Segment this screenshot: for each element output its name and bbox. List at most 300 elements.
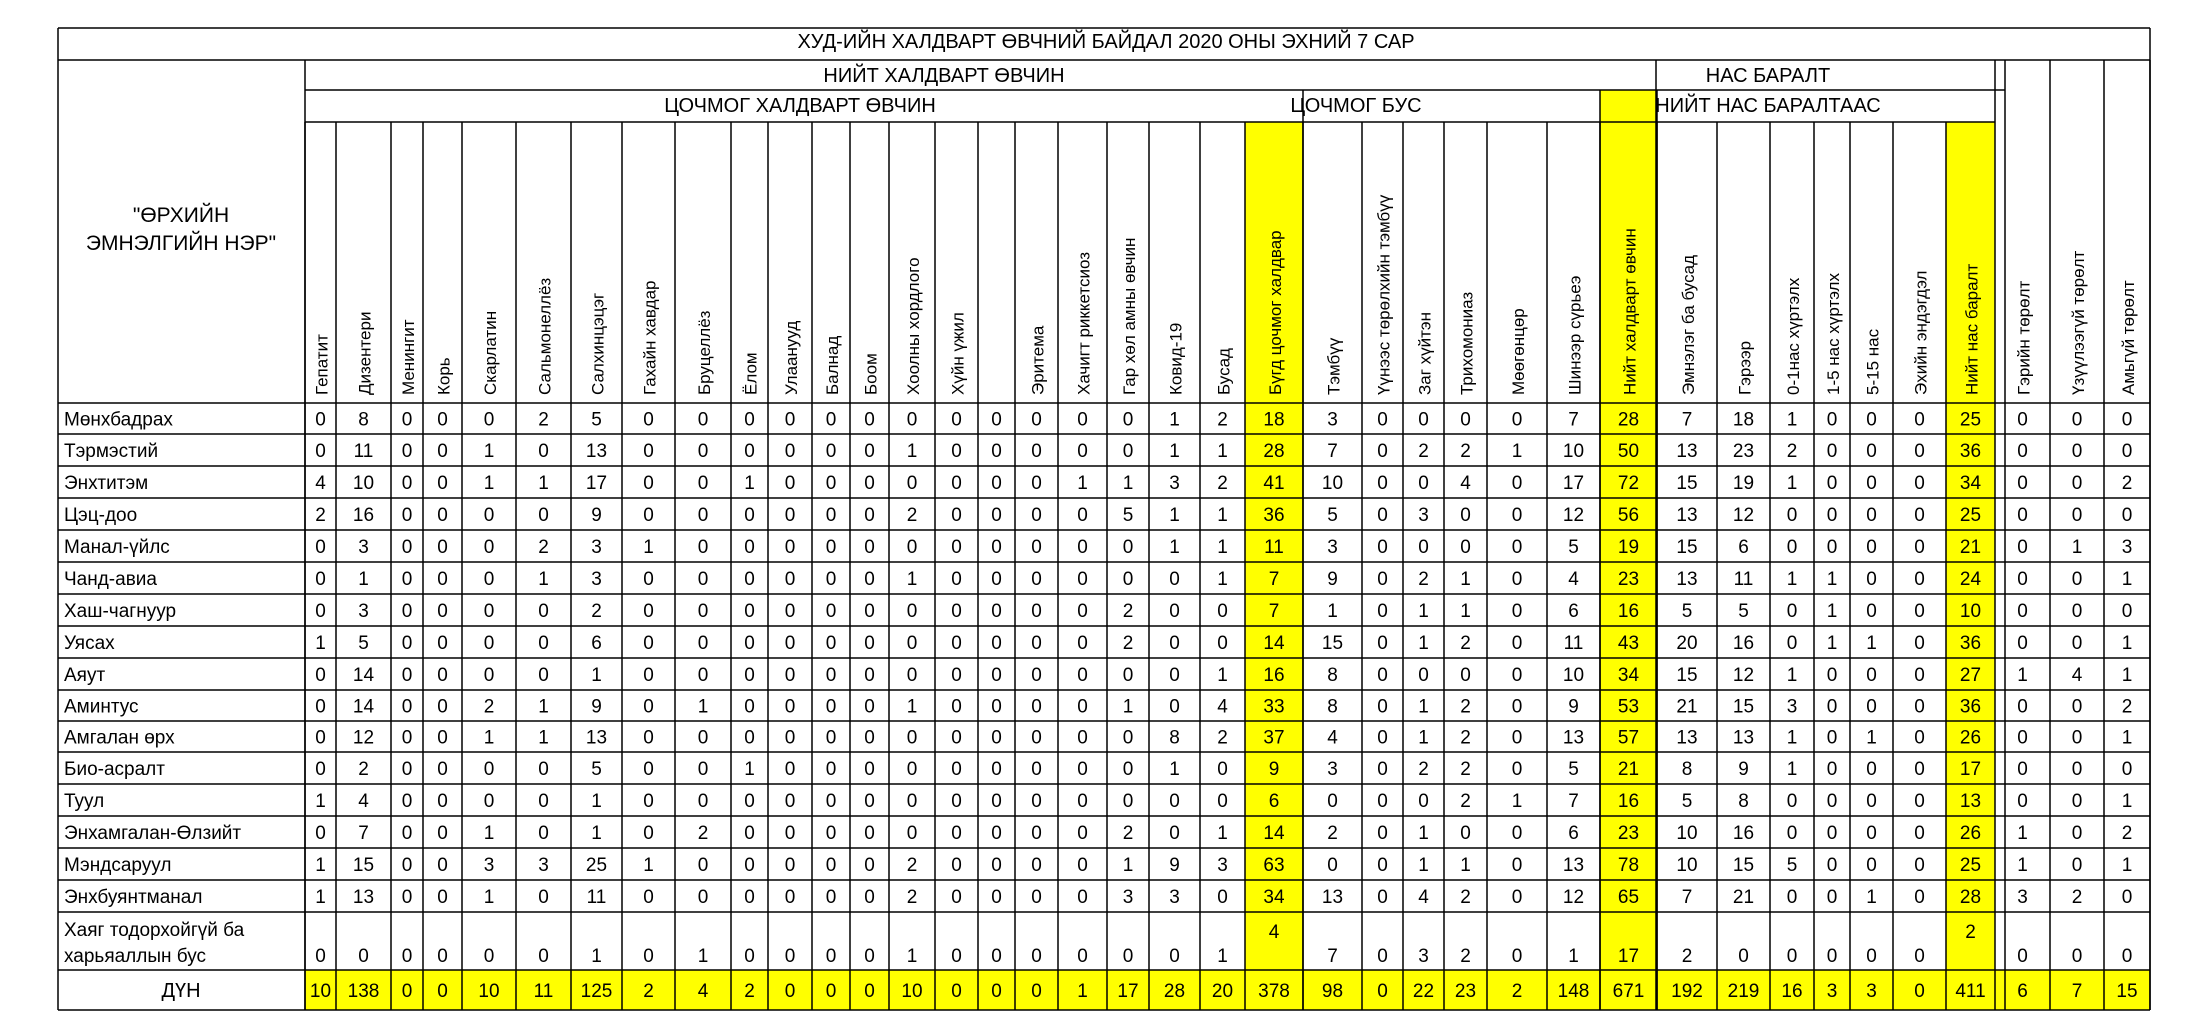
data-cell: 21	[1617, 759, 1640, 780]
data-cell: 0	[1914, 855, 1925, 876]
column-header: Улаанууд	[782, 320, 801, 395]
data-cell: 2	[906, 505, 918, 526]
data-cell: 0	[864, 505, 875, 526]
data-cell: 23	[1617, 823, 1640, 844]
data-cell: 0	[1031, 823, 1042, 844]
data-cell: 2	[1217, 409, 1228, 431]
data-cell: 2	[906, 887, 918, 908]
data-cell: 12	[1562, 887, 1585, 908]
data-cell: 0	[1122, 946, 1134, 967]
data-cell: 0	[864, 823, 875, 844]
data-cell: 1	[1826, 601, 1838, 622]
data-cell: 0	[825, 823, 837, 844]
data-cell: 0	[2017, 946, 2028, 967]
data-cell: 0	[1077, 441, 1088, 462]
data-cell: 16	[352, 505, 375, 526]
data-cell: 0	[1914, 537, 1925, 558]
data-cell: 13	[1562, 727, 1585, 749]
data-cell: 24	[1959, 569, 1982, 590]
data-cell: 0	[1866, 823, 1877, 844]
data-cell: 0	[1866, 791, 1877, 812]
data-cell: 0	[864, 727, 875, 749]
data-cell: 33	[1263, 696, 1285, 718]
data-cell: 0	[864, 759, 875, 780]
data-cell: 0	[991, 759, 1002, 780]
data-cell: 3	[1217, 855, 1228, 876]
data-cell: 5	[1568, 759, 1579, 780]
data-cell: 0	[1077, 823, 1088, 844]
data-cell: 0	[401, 981, 413, 1002]
data-cell: 0	[401, 665, 413, 686]
column-header: Хачигт риккетсиоз	[1074, 251, 1094, 395]
data-cell: 1	[697, 946, 709, 967]
data-cell: 5	[1568, 537, 1579, 558]
data-cell: 0	[1866, 759, 1877, 780]
data-cell: 0	[1418, 665, 1429, 686]
data-cell: 1	[1217, 537, 1228, 558]
data-cell: 11	[533, 981, 554, 1002]
data-cell: 2	[315, 505, 326, 526]
data-cell: 0	[401, 759, 413, 780]
data-cell: 0	[864, 946, 875, 967]
data-cell: 0	[1031, 633, 1042, 654]
data-cell: 0	[784, 441, 796, 462]
data-cell: 7	[1681, 409, 1693, 431]
data-cell: 0	[1826, 441, 1838, 462]
data-cell: 0	[991, 441, 1002, 462]
data-cell: 0	[643, 759, 654, 780]
data-cell: 0	[1826, 759, 1838, 780]
data-cell: 1	[1786, 727, 1798, 749]
data-cell: 0	[1866, 855, 1877, 876]
data-cell: 0	[643, 823, 654, 844]
data-cell: 0	[2071, 759, 2083, 780]
data-cell: 0	[784, 823, 796, 844]
data-cell: 1	[1418, 696, 1429, 718]
data-cell: 0	[1077, 569, 1088, 590]
data-cell: 0	[864, 665, 875, 686]
data-cell: 0	[951, 696, 962, 718]
data-cell: 5	[591, 759, 602, 780]
data-cell: 0	[2071, 696, 2083, 718]
data-cell: 0	[991, 473, 1002, 494]
data-cell: 13	[1321, 887, 1344, 908]
data-cell: 9	[591, 505, 602, 526]
data-cell: 0	[437, 823, 448, 844]
data-cell: 2	[1327, 823, 1338, 844]
data-cell: 0	[437, 981, 448, 1002]
data-cell: 0	[1914, 946, 1925, 967]
data-cell: 0	[1377, 981, 1388, 1002]
data-cell: 16	[1617, 791, 1640, 812]
data-cell: 1	[1122, 473, 1134, 494]
data-cell: 192	[1671, 981, 1703, 1002]
data-cell: 0	[437, 665, 448, 686]
data-cell: 41	[1263, 473, 1285, 494]
data-cell: 0	[784, 727, 796, 749]
data-cell: 0	[697, 473, 709, 494]
data-cell: 5	[591, 409, 602, 431]
data-cell: 10	[478, 981, 500, 1002]
data-cell: 0	[1377, 569, 1388, 590]
data-cell: 0	[1077, 855, 1088, 876]
data-cell: 0	[437, 696, 448, 718]
data-cell: 0	[1786, 887, 1798, 908]
data-cell: 0	[1914, 823, 1925, 844]
data-cell: 0	[697, 441, 709, 462]
data-cell: 11	[1733, 569, 1754, 590]
data-cell: 6	[1568, 601, 1579, 622]
data-cell: 0	[437, 569, 448, 590]
data-cell: 9	[1738, 759, 1749, 780]
data-cell: 0	[951, 569, 962, 590]
data-cell: 0	[1077, 537, 1088, 558]
data-cell: 2	[483, 696, 495, 718]
data-cell: 0	[1511, 537, 1523, 558]
data-cell: 3	[1327, 537, 1338, 558]
row-label: Цэц-доо	[64, 505, 138, 526]
data-cell: 0	[991, 946, 1002, 967]
data-cell: 2	[1418, 569, 1429, 590]
data-cell: 8	[358, 409, 369, 431]
data-cell: 0	[401, 823, 413, 844]
data-cell: 7	[1327, 441, 1338, 462]
data-cell: 0	[1914, 569, 1925, 590]
data-cell: 0	[951, 946, 962, 967]
data-cell: 0	[2017, 441, 2028, 462]
data-cell: 0	[697, 569, 709, 590]
row-label: Чанд-авиа	[64, 569, 157, 590]
column-header: Амьгүй төрөлт	[2119, 280, 2138, 395]
data-cell: 14	[352, 665, 375, 686]
data-cell: 0	[744, 727, 755, 749]
data-cell: 0	[784, 601, 796, 622]
data-cell: 72	[1617, 473, 1640, 494]
data-cell: 0	[437, 759, 448, 780]
data-cell: 1	[697, 696, 709, 718]
data-cell: 0	[315, 727, 326, 749]
data-cell: 0	[643, 727, 654, 749]
data-cell: 4	[2071, 665, 2083, 686]
data-cell: 0	[1077, 696, 1088, 718]
data-cell: 3	[483, 855, 495, 876]
column-header: Эритема	[1028, 325, 1048, 395]
data-cell: 1	[1217, 946, 1228, 967]
data-cell: 0	[1511, 759, 1523, 780]
data-cell: 10	[1562, 665, 1585, 686]
data-cell: 0	[2071, 633, 2083, 654]
data-cell: 0	[697, 505, 709, 526]
data-cell: 0	[1914, 665, 1925, 686]
data-cell: 0	[1826, 727, 1838, 749]
data-cell: 0	[643, 441, 654, 462]
data-cell: 0	[538, 601, 549, 622]
data-cell: 2	[591, 601, 602, 622]
column-header: Балнад	[823, 335, 842, 395]
data-cell: 7	[1681, 887, 1693, 908]
data-cell: 8	[1327, 696, 1338, 718]
data-cell: 0	[1169, 823, 1180, 844]
data-cell: 18	[1732, 409, 1755, 431]
column-header: Тэмбүү	[1324, 337, 1344, 395]
data-cell: 0	[951, 823, 962, 844]
data-cell: 7	[358, 823, 369, 844]
data-cell: 0	[1511, 473, 1523, 494]
data-cell: 21	[1959, 537, 1982, 558]
column-header: Салхинцэцэг	[588, 292, 608, 395]
data-cell: 0	[1826, 665, 1838, 686]
data-cell: 63	[1263, 855, 1285, 876]
data-cell: 1	[2017, 855, 2028, 876]
data-cell: 1	[1122, 696, 1134, 718]
data-cell: 0	[1738, 946, 1749, 967]
data-cell: 22	[1412, 981, 1435, 1002]
data-cell: 0	[1031, 505, 1042, 526]
data-cell: 0	[1169, 569, 1180, 590]
data-cell: 2	[1681, 946, 1693, 967]
data-cell: 0	[744, 823, 755, 844]
data-cell: 0	[1418, 791, 1429, 812]
data-cell: 28	[1959, 887, 1982, 908]
data-cell: 16	[1617, 601, 1640, 622]
data-cell: 0	[697, 633, 709, 654]
data-cell: 0	[483, 537, 495, 558]
data-cell: 0	[744, 696, 755, 718]
data-cell: 1	[744, 473, 755, 494]
data-cell: 0	[1866, 409, 1877, 431]
data-cell: 0	[951, 601, 962, 622]
data-cell: 0	[784, 887, 796, 908]
data-cell: 0	[1031, 981, 1042, 1002]
column-header: Нийт нас баралт	[1962, 263, 1982, 395]
data-cell: 3	[538, 855, 549, 876]
data-cell: 0	[401, 441, 413, 462]
data-cell: 0	[1914, 696, 1925, 718]
data-cell: 16	[1781, 981, 1803, 1002]
data-cell: 0	[483, 759, 495, 780]
data-cell: 0	[784, 791, 796, 812]
data-cell: 0	[538, 759, 549, 780]
data-cell: 0	[697, 727, 709, 749]
data-cell: 0	[483, 505, 495, 526]
column-header: Гэрийн төрөлт	[2014, 280, 2034, 395]
data-cell: 0	[1866, 441, 1877, 462]
data-cell: 10	[1959, 601, 1982, 622]
data-cell: 3	[358, 601, 369, 622]
data-cell: 2	[643, 981, 654, 1002]
data-cell: 5	[1122, 505, 1134, 526]
data-cell: 0	[2017, 791, 2028, 812]
data-cell: 13	[1732, 727, 1755, 749]
data-cell: 1	[1169, 759, 1180, 780]
data-cell: 0	[643, 505, 654, 526]
data-cell: 28	[1617, 409, 1640, 431]
data-cell: 43	[1617, 633, 1640, 654]
data-cell: 5	[1738, 601, 1749, 622]
data-cell: 1	[1418, 823, 1429, 844]
data-cell: 0	[1077, 946, 1088, 967]
data-cell: 0	[483, 569, 495, 590]
data-cell: 0	[951, 537, 962, 558]
data-cell: 0	[1786, 823, 1798, 844]
group-header-non-acute: ЦОЧМОГ БУС	[1290, 95, 1422, 117]
data-cell: 0	[1511, 601, 1523, 622]
data-cell: 138	[347, 981, 380, 1002]
row-label: Энхамгалан-Өлзийт	[64, 823, 242, 844]
data-cell: 0	[697, 665, 709, 686]
column-header: Шинээр сүрьеэ	[1565, 275, 1585, 395]
data-cell: 0	[991, 855, 1002, 876]
data-cell: 0	[483, 665, 495, 686]
data-cell: 1	[315, 791, 326, 812]
data-cell: 0	[1122, 441, 1134, 462]
data-cell: 25	[1959, 409, 1982, 431]
data-cell: 1	[1568, 946, 1579, 967]
data-cell: 1	[483, 727, 495, 749]
data-cell: 0	[864, 696, 875, 718]
data-cell: 16	[1263, 665, 1285, 686]
data-cell: 0	[1826, 409, 1838, 431]
data-cell: 1	[1217, 569, 1228, 590]
data-cell: 4	[697, 981, 709, 1002]
data-cell: 1	[643, 537, 654, 558]
data-cell: 0	[538, 633, 549, 654]
data-cell: 0	[906, 791, 918, 812]
data-cell: 0	[1031, 887, 1042, 908]
data-cell: 3	[591, 569, 602, 590]
data-cell: 0	[1460, 665, 1471, 686]
data-cell: 125	[580, 981, 613, 1002]
data-cell: 0	[1786, 791, 1798, 812]
data-cell: 36	[1959, 696, 1982, 718]
data-cell: 1	[906, 696, 918, 718]
data-cell: 0	[825, 759, 837, 780]
data-cell: 0	[825, 601, 837, 622]
data-cell: 0	[697, 887, 709, 908]
data-cell: 98	[1321, 981, 1344, 1002]
data-cell: 0	[1866, 505, 1877, 526]
data-cell: 23	[1732, 441, 1755, 462]
data-cell: 0	[643, 569, 654, 590]
data-cell: 0	[2121, 441, 2133, 462]
data-cell: 0	[1377, 633, 1388, 654]
data-cell: 9	[591, 696, 602, 718]
data-cell: 0	[483, 633, 495, 654]
data-cell: 1	[2121, 665, 2133, 686]
data-cell: 0	[1914, 887, 1925, 908]
data-cell: 0	[697, 759, 709, 780]
data-cell: 21	[1732, 887, 1755, 908]
data-cell: 0	[437, 946, 448, 967]
data-cell: 0	[1377, 441, 1388, 462]
data-cell: 0	[825, 441, 837, 462]
row-label: харьяаллын бус	[64, 946, 207, 967]
data-cell: 0	[825, 569, 837, 590]
data-cell: 0	[643, 409, 654, 431]
data-cell: 0	[2017, 696, 2028, 718]
data-cell: 0	[2121, 759, 2133, 780]
column-header: Скарлатин	[481, 310, 500, 395]
data-cell: 2	[358, 759, 369, 780]
data-cell: 1	[1786, 759, 1798, 780]
data-cell: 12	[1732, 505, 1755, 526]
data-cell: 0	[1418, 473, 1429, 494]
data-cell: 0	[1511, 887, 1523, 908]
data-cell: 25	[1959, 855, 1982, 876]
data-cell: 0	[1377, 791, 1388, 812]
column-header: 5-15 нас	[1863, 328, 1883, 395]
data-cell: 0	[1377, 601, 1388, 622]
data-cell: 2	[1460, 946, 1471, 967]
row-label: Тэрмэстий	[64, 441, 159, 462]
data-cell: 0	[1031, 409, 1042, 431]
data-cell: 10	[1321, 473, 1344, 494]
data-cell: 0	[784, 569, 796, 590]
report-title: ХУД-ИЙН ХАЛДВАРТ ӨВЧНИЙ БАЙДАЛ 2020 ОНЫ ЭХНИЙ 7 САР	[797, 31, 1415, 53]
data-cell: 0	[538, 791, 549, 812]
data-cell: 12	[1562, 505, 1585, 526]
data-cell: 219	[1727, 981, 1760, 1002]
data-cell: 0	[2071, 441, 2083, 462]
data-cell: 2	[1122, 601, 1134, 622]
data-cell: 0	[951, 441, 962, 462]
column-header: Бруцеллёз	[695, 310, 714, 395]
data-cell: 0	[538, 441, 549, 462]
data-cell: 1	[1217, 823, 1228, 844]
data-cell: 0	[2017, 759, 2028, 780]
data-cell: 0	[1031, 441, 1042, 462]
data-cell: 2	[2121, 823, 2133, 844]
data-cell: 0	[401, 696, 413, 718]
data-cell: 0	[1077, 759, 1088, 780]
data-cell: 0	[1031, 665, 1042, 686]
data-cell: 0	[991, 537, 1002, 558]
data-cell: 0	[1914, 505, 1925, 526]
data-cell: 1	[1866, 887, 1877, 908]
data-cell: 1	[591, 946, 602, 967]
data-cell: 4	[1568, 569, 1579, 590]
data-cell: 0	[315, 823, 326, 844]
data-cell: 0	[1511, 665, 1523, 686]
data-cell: 0	[2071, 727, 2083, 749]
data-cell: 0	[1122, 791, 1134, 812]
data-cell: 0	[1460, 823, 1471, 844]
data-cell: 1	[1418, 855, 1429, 876]
data-cell: 0	[1377, 696, 1388, 718]
data-cell: 36	[1959, 633, 1982, 654]
column-header: Дизентери	[355, 311, 375, 395]
data-cell: 1	[1460, 569, 1471, 590]
data-cell: 0	[1914, 981, 1925, 1002]
data-cell: 0	[951, 727, 962, 749]
data-cell: 0	[991, 727, 1002, 749]
data-cell: 0	[1914, 473, 1925, 494]
data-cell: 15	[352, 855, 375, 876]
data-cell: 3	[1169, 473, 1180, 494]
data-cell: 9	[1169, 855, 1180, 876]
data-cell: 15	[1676, 473, 1698, 494]
column-header: Үзүүлээгүй төрөлт	[2069, 250, 2088, 395]
data-cell: 0	[401, 727, 413, 749]
data-cell: 0	[1031, 537, 1042, 558]
data-cell: 1	[538, 569, 549, 590]
data-cell: 1	[1217, 441, 1228, 462]
data-cell: 0	[2071, 823, 2083, 844]
data-cell: 0	[1031, 696, 1042, 718]
data-cell: 0	[1914, 759, 1925, 780]
data-cell: 0	[1511, 409, 1523, 431]
data-cell: 0	[951, 759, 962, 780]
